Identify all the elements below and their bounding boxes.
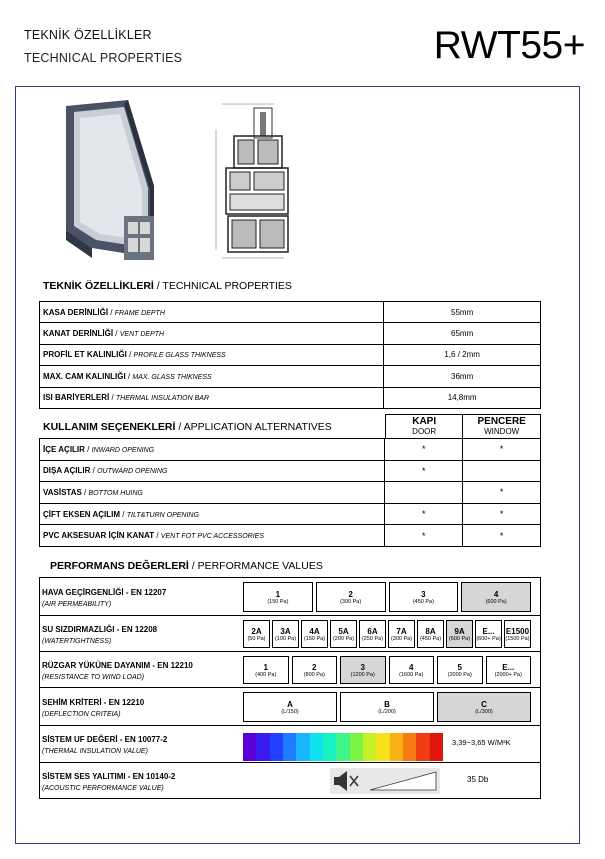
tech-table: [39, 301, 541, 409]
header-title-en: TECHNICAL PROPERTIES: [24, 51, 183, 65]
water-class-box: 8A (450 Pa): [417, 620, 444, 648]
window-mark: *: [463, 503, 541, 525]
water-class-box: 7A (300 Pa): [388, 620, 415, 648]
water-class-box: E... (600+ Pa): [475, 620, 502, 648]
speaker-mute-icon: [334, 771, 358, 791]
water-class-box: 3A (100 Pa): [272, 620, 299, 648]
app-row: [40, 525, 541, 547]
deflection-class-box: B (L/200): [340, 692, 434, 722]
tech-row-label: PROFİL ET KALINLIĞI / PROFILE GLASS THIKNESS: [40, 344, 384, 365]
door-mark: *: [385, 525, 463, 547]
profile-photo: [62, 98, 158, 264]
thermal-value: 3,39~3,65 W/M²K: [452, 738, 511, 747]
tech-row-label: MAX. CAM KALINLIĞI / MAX. GLASS THIKNESS: [40, 366, 384, 387]
deflection-label: SEHİM KRİTERİ - EN 12210 (DEFLECTION CRITEIA): [42, 698, 145, 718]
water-class-box: 4A (150 Pa): [301, 620, 328, 648]
perf-table: [39, 577, 541, 799]
perf-row-deflection: [40, 688, 540, 726]
window-mark: *: [463, 439, 541, 461]
tech-row: [40, 323, 541, 344]
app-row: [40, 482, 541, 504]
air-label: HAVA GEÇİRGENLİĞİ - EN 12207 (AIR PERMEABILITY): [42, 588, 167, 608]
tech-row-label: KASA DERİNLİĞİ / FRAME DEPTH: [40, 302, 384, 323]
profile-cross-section: [214, 100, 296, 265]
app-row: [40, 460, 541, 482]
perf-row-wind: [40, 652, 540, 688]
app-header-table: [385, 414, 541, 439]
wind-class-box: 4 (1600 Pa): [389, 656, 435, 684]
deflection-class-box: A (L/150): [243, 692, 337, 722]
air-class-box: 3 (450 Pa): [389, 582, 459, 612]
thermal-color-scale: [243, 733, 443, 761]
acoustic-label: SİSTEM SES YALITIMI - EN 10140-2 (ACOUSTIC PERFORMANCE VALUE): [42, 772, 176, 792]
tech-row-label: KANAT DERİNLİĞİ / VENT DEPTH: [40, 323, 384, 344]
water-label: SU SIZDIRMAZLIĞI - EN 12208 (WATERTIGHTNESS): [42, 625, 158, 645]
app-row-label: DIŞA AÇILIR / OUTWARD OPENING: [40, 460, 385, 482]
tech-row-value: 14,8mm: [384, 387, 541, 408]
volume-ramp-icon: [370, 772, 436, 790]
wind-class-box: 1 (400 Pa): [243, 656, 289, 684]
tech-row-label: ISI BARİYERLERİ / THERMAL INSULATION BAR: [40, 387, 384, 408]
door-column-header: KAPI DOOR: [386, 415, 463, 439]
wind-class-box: 5 (2000 Pa): [437, 656, 483, 684]
acoustic-value: 35 Db: [467, 775, 489, 784]
wind-class-box: 2 (800 Pa): [292, 656, 338, 684]
wind-class-box: 3 (1200 Pa): [340, 656, 386, 684]
app-row-label: PVC AKSESUAR İÇİN KANAT / VENT FOT PVC ACCESSORIES: [40, 525, 385, 547]
tech-section-title: TEKNİK ÖZELLİKLERİ / TECHNICAL PROPERTIES: [43, 280, 292, 292]
wind-label: RÜZGAR YÜKÜNE DAYANIM - EN 12210 (RESISTANCE TO WIND LOAD): [42, 661, 193, 681]
air-class-box: 4 (600 Pa): [461, 582, 531, 612]
door-mark: [385, 482, 463, 504]
app-row: [40, 439, 541, 461]
app-section-title: KULLANIM SEÇENEKLERİ / APPLICATION ALTERNATIVES: [43, 421, 332, 433]
water-class-box: 6A (250 Pa): [359, 620, 386, 648]
tech-row: [40, 302, 541, 323]
perf-section-title: PERFORMANS DEĞERLERİ / PERFORMANCE VALUES: [50, 560, 323, 572]
tech-row-value: 65mm: [384, 323, 541, 344]
tech-row-value: 36mm: [384, 366, 541, 387]
door-mark: *: [385, 460, 463, 482]
header-title-tr: TEKNİK ÖZELLİKLER: [24, 28, 152, 42]
tech-row: [40, 387, 541, 408]
water-class-box: 9A (600 Pa): [446, 620, 473, 648]
window-mark: [463, 460, 541, 482]
door-mark: *: [385, 503, 463, 525]
water-class-box: E1500 (1500 Pa): [504, 620, 531, 648]
tech-row: [40, 366, 541, 387]
app-row-label: ÇİFT EKSEN AÇILIM / TILT&TURN OPENING: [40, 503, 385, 525]
app-row-label: VASİSTAS / BOTTOM HUING: [40, 482, 385, 504]
window-column-header: PENCERE WINDOW: [463, 415, 541, 439]
app-row-label: İÇE AÇILIR / INWARD OPENING: [40, 439, 385, 461]
perf-row-acoustic: [40, 763, 540, 800]
water-class-box: 5A (200 Pa): [330, 620, 357, 648]
air-class-box: 1 (150 Pa): [243, 582, 313, 612]
door-mark: *: [385, 439, 463, 461]
app-table: [39, 438, 541, 547]
perf-row-water: [40, 616, 540, 652]
tech-row: [40, 344, 541, 365]
acoustic-indicator: [330, 768, 440, 794]
perf-row-air: [40, 578, 540, 616]
tech-row-value: 55mm: [384, 302, 541, 323]
tech-row-value: 1,6 / 2mm: [384, 344, 541, 365]
deflection-class-box: C (L/300): [437, 692, 531, 722]
air-class-box: 2 (300 Pa): [316, 582, 386, 612]
window-mark: *: [463, 525, 541, 547]
perf-row-thermal: [40, 726, 540, 763]
app-row: [40, 503, 541, 525]
thermal-label: SİSTEM UF DEĞERİ - EN 10077-2 (THERMAL INSULATION VALUE): [42, 735, 168, 755]
window-mark: *: [463, 482, 541, 504]
wind-class-box: E... (2000+ Pa): [486, 656, 532, 684]
water-class-box: 2A (50 Pa): [243, 620, 270, 648]
model-name: RWT55+: [433, 24, 585, 67]
